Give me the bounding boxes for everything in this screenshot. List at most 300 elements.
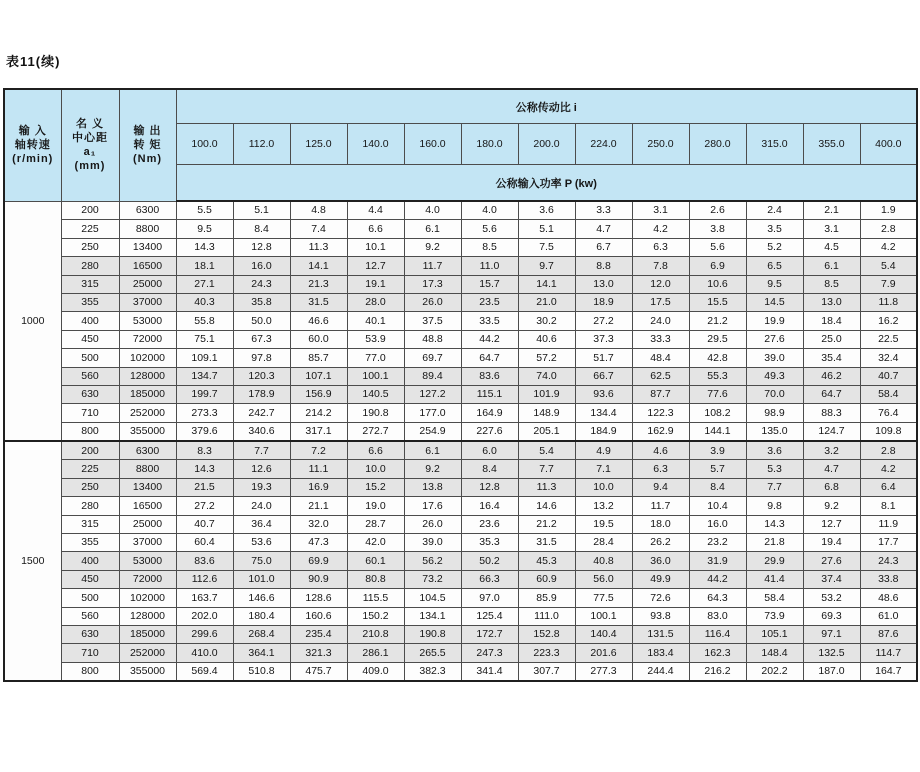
input-power-value: 242.7 [233,404,290,422]
input-power-value: 409.0 [347,662,404,681]
input-power-value: 4.7 [575,220,632,238]
input-power-value: 6.0 [461,441,518,460]
ratio-column-header: 280.0 [689,124,746,165]
input-power-value: 2.8 [860,441,917,460]
input-power-value: 12.7 [347,257,404,275]
header-line: (Nm) [132,153,163,166]
input-power-value: 41.4 [746,570,803,588]
input-power-value: 89.4 [404,367,461,385]
input-power-value: 83.6 [461,367,518,385]
input-power-value: 104.5 [404,589,461,607]
input-power-value: 60.9 [518,570,575,588]
input-power-value: 172.7 [461,625,518,643]
input-power-value: 100.1 [575,607,632,625]
output-torque-value: 13400 [119,238,176,256]
input-power-value: 36.0 [632,552,689,570]
input-power-value: 108.2 [689,404,746,422]
center-distance-value: 225 [61,220,119,238]
input-power-value: 9.4 [632,478,689,496]
header-input-power: 公称输入功率 P (kw) [176,165,917,202]
section-1000 [4,201,917,441]
input-power-value: 227.6 [461,422,518,441]
table-row [4,257,917,275]
center-distance-value: 400 [61,312,119,330]
input-power-value: 3.2 [803,441,860,460]
input-power-value: 272.7 [347,422,404,441]
input-power-value: 4.9 [575,441,632,460]
header-output-torque [119,89,176,201]
input-power-value: 3.9 [689,441,746,460]
input-power-value: 116.4 [689,625,746,643]
center-distance-value: 560 [61,607,119,625]
input-power-value: 120.3 [233,367,290,385]
input-power-value: 5.2 [746,238,803,256]
input-power-value: 30.2 [518,312,575,330]
input-power-value: 8.4 [689,478,746,496]
input-power-value: 6.3 [632,238,689,256]
input-power-value: 187.0 [803,662,860,681]
header-line: (mm) [74,160,106,173]
output-torque-value: 102000 [119,349,176,367]
input-power-value: 5.6 [461,220,518,238]
input-power-value: 134.1 [404,607,461,625]
input-power-value: 24.3 [860,552,917,570]
ratio-column-header: 355.0 [803,124,860,165]
input-power-value: 6.3 [632,460,689,478]
output-torque-value: 128000 [119,607,176,625]
input-power-value: 4.5 [803,238,860,256]
header-line: 中心距 [72,132,108,145]
input-power-value: 87.6 [860,625,917,643]
input-power-value: 33.5 [461,312,518,330]
input-power-value: 2.8 [860,220,917,238]
input-power-value: 66.3 [461,570,518,588]
input-power-value: 382.3 [404,662,461,681]
input-power-value: 379.6 [176,422,233,441]
input-power-value: 101.9 [518,385,575,403]
output-torque-value: 8800 [119,220,176,238]
input-power-value: 7.5 [518,238,575,256]
input-power-value: 321.3 [290,644,347,662]
input-power-value: 9.2 [404,238,461,256]
input-power-value: 105.1 [746,625,803,643]
input-power-value: 83.0 [689,607,746,625]
input-power-value: 8.3 [176,441,233,460]
center-distance-value: 280 [61,497,119,515]
table-header [4,89,917,201]
input-power-value: 87.7 [632,385,689,403]
input-power-value: 58.4 [746,589,803,607]
input-power-value: 69.9 [290,552,347,570]
center-distance-value: 560 [61,367,119,385]
input-power-value: 3.6 [746,441,803,460]
input-power-value: 8.5 [461,238,518,256]
input-power-value: 56.0 [575,570,632,588]
center-distance-value: 800 [61,422,119,441]
input-power-value: 21.5 [176,478,233,496]
input-power-value: 32.4 [860,349,917,367]
input-power-value: 77.6 [689,385,746,403]
input-power-value: 107.1 [290,367,347,385]
ratio-column-header: 140.0 [347,124,404,165]
output-torque-value: 6300 [119,201,176,220]
input-power-value: 70.0 [746,385,803,403]
input-power-value: 8.4 [461,460,518,478]
table-row [4,625,917,643]
input-power-value: 202.2 [746,662,803,681]
input-power-value: 19.9 [746,312,803,330]
input-power-value: 53.2 [803,589,860,607]
input-power-value: 69.7 [404,349,461,367]
input-power-value: 19.5 [575,515,632,533]
center-distance-value: 710 [61,404,119,422]
input-power-value: 124.7 [803,422,860,441]
input-power-value: 14.1 [518,275,575,293]
output-torque-value: 72000 [119,330,176,348]
input-power-value: 8.8 [575,257,632,275]
input-speed-value: 1000 [4,201,61,441]
input-power-value: 6.6 [347,220,404,238]
input-power-value: 17.5 [632,293,689,311]
input-power-value: 42.0 [347,534,404,552]
input-power-value: 7.7 [746,478,803,496]
input-power-value: 115.1 [461,385,518,403]
input-power-value: 112.6 [176,570,233,588]
spec-table [3,88,918,682]
input-power-value: 88.3 [803,404,860,422]
input-power-value: 85.7 [290,349,347,367]
table-row [4,312,917,330]
input-power-value: 53.6 [233,534,290,552]
input-power-value: 128.6 [290,589,347,607]
table-row [4,441,917,460]
input-power-value: 244.4 [632,662,689,681]
input-power-value: 50.2 [461,552,518,570]
input-power-value: 28.4 [575,534,632,552]
input-power-value: 72.6 [632,589,689,607]
input-power-value: 60.1 [347,552,404,570]
table-row [4,534,917,552]
input-power-value: 6.1 [803,257,860,275]
input-power-value: 148.9 [518,404,575,422]
input-power-value: 35.8 [233,293,290,311]
input-power-value: 21.0 [518,293,575,311]
ratio-column-header: 125.0 [290,124,347,165]
input-power-value: 44.2 [689,570,746,588]
input-power-value: 44.2 [461,330,518,348]
table-row [4,607,917,625]
section-1500 [4,441,917,681]
input-power-value: 24.0 [233,497,290,515]
input-power-value: 286.1 [347,644,404,662]
center-distance-value: 500 [61,349,119,367]
input-power-value: 100.1 [347,367,404,385]
input-power-value: 14.3 [176,460,233,478]
input-power-value: 60.0 [290,330,347,348]
input-power-value: 7.7 [518,460,575,478]
input-power-value: 1.9 [860,201,917,220]
output-torque-value: 185000 [119,385,176,403]
center-distance-value: 400 [61,552,119,570]
input-power-value: 7.8 [632,257,689,275]
input-power-value: 19.1 [347,275,404,293]
input-power-value: 9.8 [746,497,803,515]
input-power-value: 2.6 [689,201,746,220]
table-row [4,275,917,293]
input-power-value: 127.2 [404,385,461,403]
ratio-column-header: 224.0 [575,124,632,165]
input-power-value: 11.3 [518,478,575,496]
header-line: (r/min) [12,153,54,166]
input-power-value: 163.7 [176,589,233,607]
input-power-value: 109.1 [176,349,233,367]
input-power-value: 21.3 [290,275,347,293]
center-distance-value: 630 [61,385,119,403]
input-power-value: 16.4 [461,497,518,515]
output-torque-value: 6300 [119,441,176,460]
input-power-value: 31.5 [518,534,575,552]
input-power-value: 4.2 [860,238,917,256]
input-power-value: 11.8 [860,293,917,311]
input-power-value: 21.8 [746,534,803,552]
input-power-value: 341.4 [461,662,518,681]
ratio-column-header: 250.0 [632,124,689,165]
input-power-value: 26.2 [632,534,689,552]
output-torque-value: 252000 [119,644,176,662]
table-row [4,238,917,256]
input-power-value: 216.2 [689,662,746,681]
input-power-value: 55.3 [689,367,746,385]
output-torque-value: 13400 [119,478,176,496]
input-power-value: 17.3 [404,275,461,293]
input-power-value: 4.8 [290,201,347,220]
input-power-value: 4.0 [404,201,461,220]
center-distance-value: 225 [61,460,119,478]
input-power-value: 27.2 [575,312,632,330]
input-power-value: 61.0 [860,607,917,625]
input-power-value: 64.7 [803,385,860,403]
input-power-value: 131.5 [632,625,689,643]
table-row [4,367,917,385]
input-power-value: 299.6 [176,625,233,643]
input-power-value: 10.6 [689,275,746,293]
input-power-value: 40.8 [575,552,632,570]
input-power-value: 140.5 [347,385,404,403]
input-power-value: 45.3 [518,552,575,570]
input-power-value: 15.5 [689,293,746,311]
output-torque-value: 252000 [119,404,176,422]
input-power-value: 13.2 [575,497,632,515]
input-power-value: 69.3 [803,607,860,625]
input-power-value: 37.4 [803,570,860,588]
input-power-value: 22.5 [860,330,917,348]
input-power-value: 134.4 [575,404,632,422]
table-row [4,404,917,422]
input-power-value: 510.8 [233,662,290,681]
input-power-value: 37.5 [404,312,461,330]
input-power-value: 18.0 [632,515,689,533]
input-power-value: 31.5 [290,293,347,311]
table-row [4,349,917,367]
table-row [4,515,917,533]
input-power-value: 3.5 [746,220,803,238]
header-line: 输 出 [133,125,162,138]
input-power-value: 97.8 [233,349,290,367]
input-power-value: 73.2 [404,570,461,588]
input-power-value: 10.1 [347,238,404,256]
input-power-value: 23.2 [689,534,746,552]
input-power-value: 23.6 [461,515,518,533]
input-power-value: 9.7 [518,257,575,275]
input-power-value: 164.9 [461,404,518,422]
input-power-value: 28.0 [347,293,404,311]
input-power-value: 16.2 [860,312,917,330]
input-power-value: 47.3 [290,534,347,552]
input-power-value: 23.5 [461,293,518,311]
input-power-value: 7.2 [290,441,347,460]
table-row [4,644,917,662]
input-power-value: 40.3 [176,293,233,311]
input-power-value: 19.4 [803,534,860,552]
input-power-value: 16.0 [689,515,746,533]
table-row [4,497,917,515]
input-power-value: 4.7 [803,460,860,478]
input-power-value: 26.0 [404,515,461,533]
input-power-value: 2.4 [746,201,803,220]
input-power-value: 18.4 [803,312,860,330]
input-power-value: 24.0 [632,312,689,330]
input-power-value: 6.6 [347,441,404,460]
input-power-value: 135.0 [746,422,803,441]
input-power-value: 364.1 [233,644,290,662]
input-power-value: 48.8 [404,330,461,348]
input-power-value: 93.6 [575,385,632,403]
input-power-value: 201.6 [575,644,632,662]
input-power-value: 53.9 [347,330,404,348]
input-power-value: 15.2 [347,478,404,496]
input-power-value: 569.4 [176,662,233,681]
input-power-value: 4.4 [347,201,404,220]
input-power-value: 18.1 [176,257,233,275]
input-power-value: 9.2 [803,497,860,515]
table-row [4,478,917,496]
input-power-value: 8.5 [803,275,860,293]
input-power-value: 254.9 [404,422,461,441]
input-power-value: 410.0 [176,644,233,662]
output-torque-value: 53000 [119,552,176,570]
ratio-column-header: 400.0 [860,124,917,165]
input-power-value: 83.6 [176,552,233,570]
input-power-value: 5.1 [518,220,575,238]
input-power-value: 35.3 [461,534,518,552]
input-power-value: 11.0 [461,257,518,275]
table-row [4,422,917,441]
input-power-value: 17.6 [404,497,461,515]
output-torque-value: 72000 [119,570,176,588]
input-power-value: 40.1 [347,312,404,330]
input-power-value: 16.0 [233,257,290,275]
input-power-value: 307.7 [518,662,575,681]
input-power-value: 42.8 [689,349,746,367]
page-title: 表11(续) [6,54,61,69]
input-power-value: 85.9 [518,589,575,607]
table-row [4,589,917,607]
table-row [4,570,917,588]
input-power-value: 26.0 [404,293,461,311]
output-torque-value: 37000 [119,534,176,552]
input-power-value: 475.7 [290,662,347,681]
header-input-speed [4,89,61,201]
input-power-value: 199.7 [176,385,233,403]
input-power-value: 214.2 [290,404,347,422]
header-line: 转 矩 [133,139,162,152]
input-power-value: 162.3 [689,644,746,662]
input-power-value: 39.0 [746,349,803,367]
input-power-value: 11.7 [632,497,689,515]
center-distance-value: 250 [61,238,119,256]
input-power-value: 27.2 [176,497,233,515]
input-power-value: 33.3 [632,330,689,348]
input-power-value: 29.9 [746,552,803,570]
input-power-value: 77.0 [347,349,404,367]
output-torque-value: 185000 [119,625,176,643]
input-power-value: 28.7 [347,515,404,533]
input-power-value: 3.1 [803,220,860,238]
header-transmission-ratio: 公称传动比 i [176,89,917,124]
center-distance-value: 315 [61,515,119,533]
input-power-value: 9.5 [176,220,233,238]
input-power-value: 277.3 [575,662,632,681]
table-row [4,201,917,220]
input-power-value: 21.1 [290,497,347,515]
input-power-value: 101.0 [233,570,290,588]
ratio-column-header: 200.0 [518,124,575,165]
table-row [4,330,917,348]
input-power-value: 109.8 [860,422,917,441]
input-power-value: 17.7 [860,534,917,552]
input-power-value: 4.2 [632,220,689,238]
ratio-column-header: 112.0 [233,124,290,165]
input-power-value: 98.9 [746,404,803,422]
input-power-value: 13.0 [575,275,632,293]
input-power-value: 25.0 [803,330,860,348]
center-distance-value: 800 [61,662,119,681]
input-power-value: 11.1 [290,460,347,478]
output-torque-value: 53000 [119,312,176,330]
input-power-value: 12.6 [233,460,290,478]
input-power-value: 134.7 [176,367,233,385]
input-power-value: 140.4 [575,625,632,643]
input-power-value: 223.3 [518,644,575,662]
input-power-value: 317.1 [290,422,347,441]
header-line: 输 入 [18,125,47,138]
input-power-value: 46.2 [803,367,860,385]
input-power-value: 64.3 [689,589,746,607]
input-power-value: 3.3 [575,201,632,220]
input-power-value: 205.1 [518,422,575,441]
input-power-value: 6.5 [746,257,803,275]
input-power-value: 5.3 [746,460,803,478]
input-power-value: 268.4 [233,625,290,643]
input-power-value: 3.8 [689,220,746,238]
input-power-value: 9.5 [746,275,803,293]
ratio-column-header: 160.0 [404,124,461,165]
input-power-value: 15.7 [461,275,518,293]
input-power-value: 6.7 [575,238,632,256]
input-power-value: 13.0 [803,293,860,311]
input-power-value: 64.7 [461,349,518,367]
output-torque-value: 25000 [119,515,176,533]
